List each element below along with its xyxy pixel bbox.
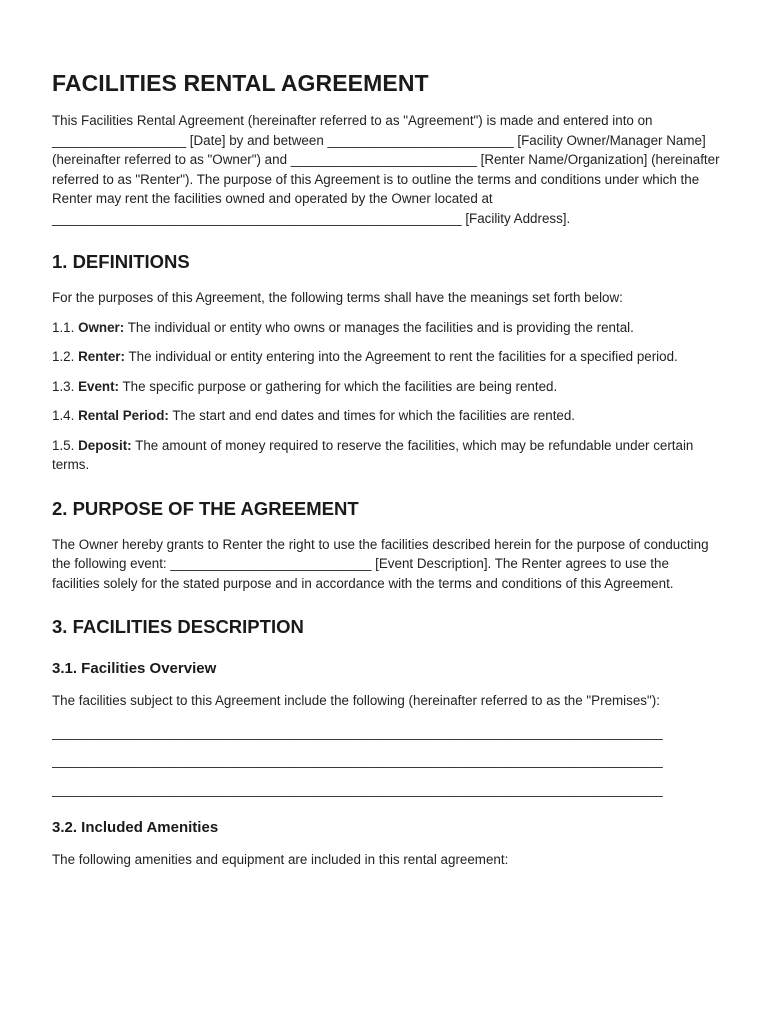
definition-term: Renter: (78, 349, 125, 364)
intro-paragraph: This Facilities Rental Agreement (hereinafter referred to as "Agreement") is made and entered into on __________________ [Date] by and between _________________________ [Facility Owner/Manager Name] (hereinafter referred to as "Owner") and _________________________ [Renter Name/Organization] (hereinafter referred to as "Renter"). The purpose of this Agreement is to outline the terms and conditions under which the Renter may rent the facilities owned and operated by the Owner located at _______________________________________________________ [Facility Address]. (52, 113, 720, 226)
definition-deposit (52, 436, 720, 475)
definition-text: The individual or entity who owns or manages the facilities and is providing the rental. (127, 319, 634, 335)
subsection-3-1-heading: 3.1. Facilities Overview (52, 660, 217, 677)
definition-number: 1.4. (52, 408, 75, 423)
definition-term: Deposit: (78, 437, 132, 453)
facilities-overview-paragraph: The facilities subject to this Agreement include the following (hereinafter referred to as the "Premises"): (52, 693, 660, 708)
blank-fill-line[interactable]: __________________________________________________________________________________ (52, 724, 663, 740)
blank-fill-line[interactable]: __________________________________________________________________________________ (52, 753, 663, 768)
subsection-3-2-heading: 3.2. Included Amenities (52, 819, 219, 836)
definition-text: The individual or entity entering into the Agreement to rent the facilities for a specified period. (128, 349, 678, 364)
definition-number: 1.1. (52, 319, 75, 335)
definition-term: Owner: (78, 319, 125, 335)
definitions-lead: For the purposes of this Agreement, the following terms shall have the meanings set forth below: (52, 290, 623, 305)
definition-rental-period (52, 406, 720, 426)
purpose-paragraph: The Owner hereby grants to Renter the right to use the facilities described herein for the purpose of conducting the following event: ___________________________ [Event Description]. The Renter agrees to use the facilities solely for the stated purpose and in accordance with the terms and conditions of this Agreement. (52, 536, 709, 591)
blank-fill-line[interactable]: __________________________________________________________________________________ (52, 781, 663, 797)
section-2-heading: 2. PURPOSE OF THE AGREEMENT (52, 497, 359, 519)
definition-number: 1.3. (52, 378, 75, 394)
section-3-heading: 3. FACILITIES DESCRIPTION (52, 616, 304, 637)
definition-number: 1.2. (52, 349, 75, 364)
document-title: FACILITIES RENTAL AGREEMENT (52, 70, 429, 96)
definition-term: Rental Period: (78, 408, 169, 423)
definition-event (52, 377, 720, 397)
document-page (52, 70, 720, 870)
definition-text: The amount of money required to reserve the facilities, which may be refundable under certain terms. (52, 437, 694, 472)
definition-renter (52, 347, 720, 367)
definition-text: The specific purpose or gathering for which the facilities are being rented. (122, 378, 558, 394)
definition-number: 1.5. (52, 437, 75, 453)
section-1-heading: 1. DEFINITIONS (52, 251, 190, 272)
definition-text: The start and end dates and times for which the facilities are rented. (172, 408, 576, 423)
definition-term: Event: (78, 378, 120, 394)
definition-owner (52, 318, 720, 338)
amenities-paragraph: The following amenities and equipment are included in this rental agreement: (52, 852, 509, 867)
blank-lines-group (52, 723, 720, 800)
